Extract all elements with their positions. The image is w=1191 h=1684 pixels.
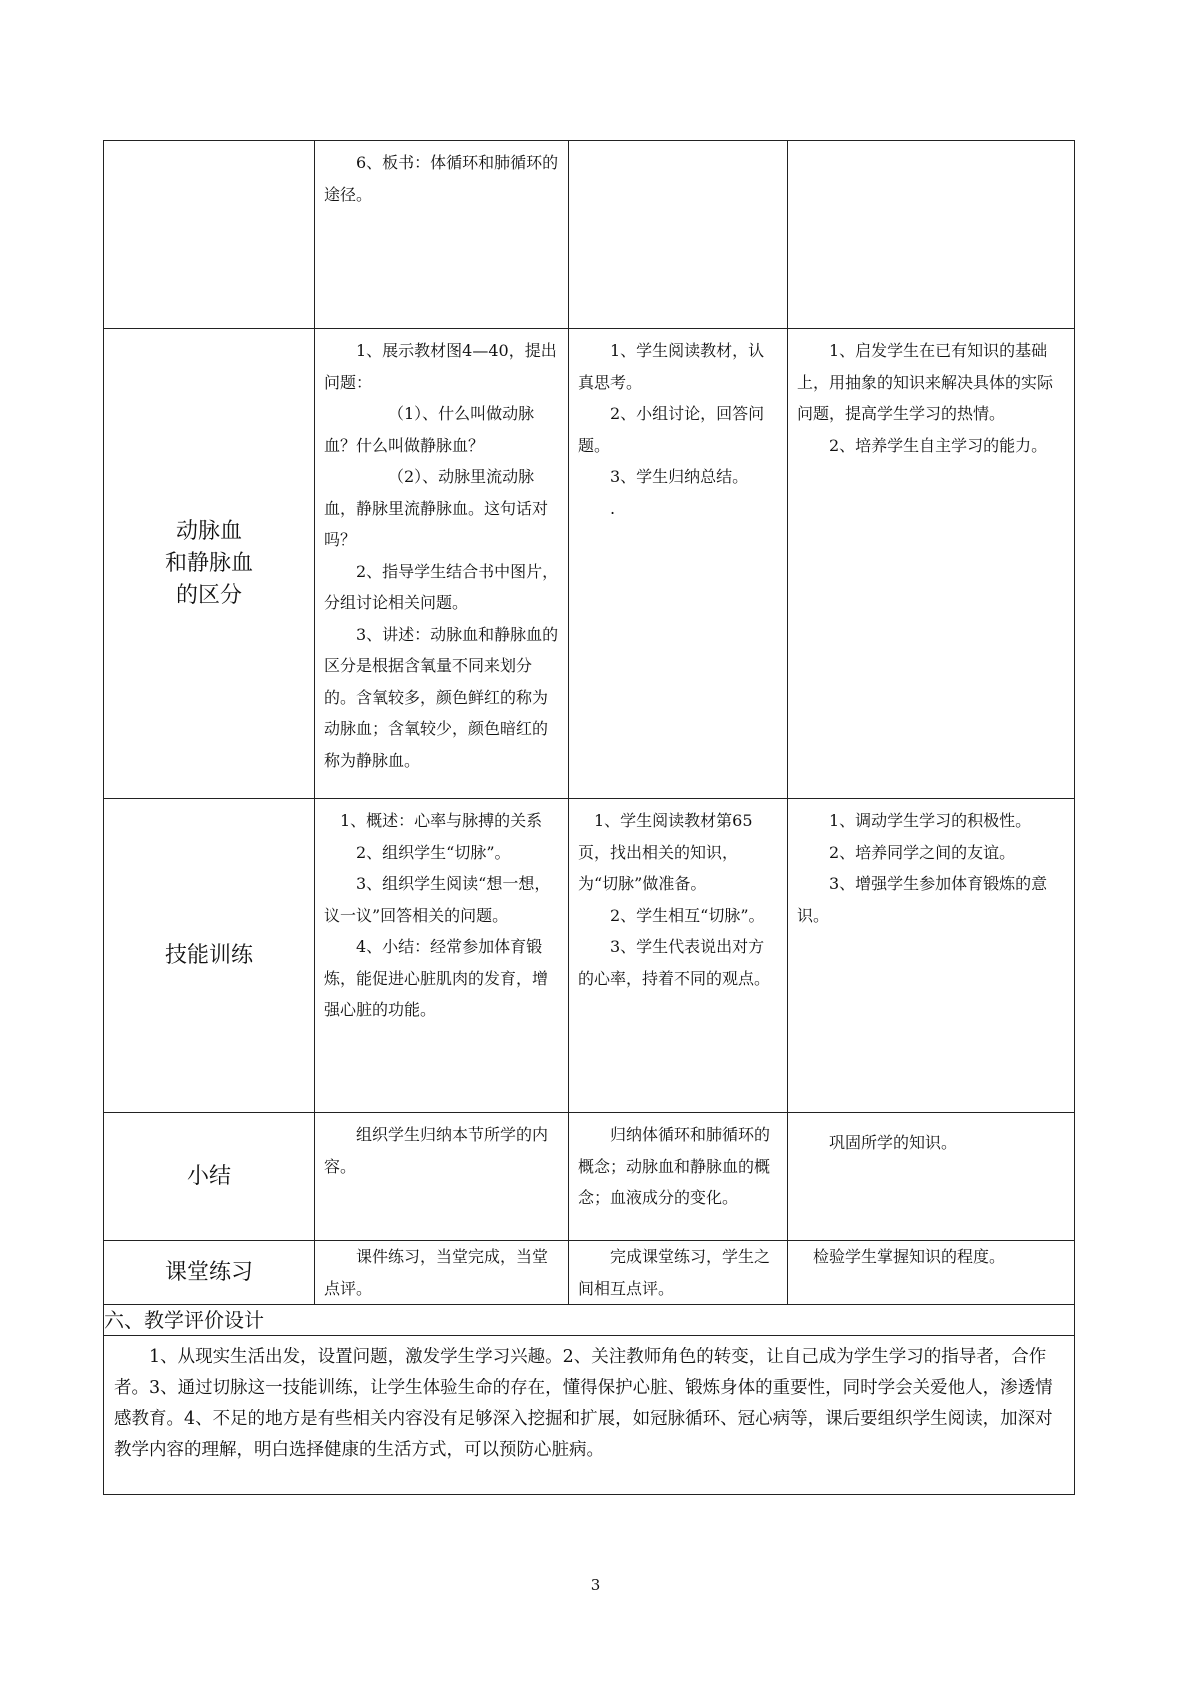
table-row — [104, 799, 1075, 1113]
student-activity-cell — [569, 1113, 788, 1241]
intent-text: 1、调动学生学习的积极性。 — [829, 811, 1032, 830]
topic-cell — [104, 141, 315, 329]
table-row — [104, 329, 1075, 799]
topic-label: 小结 — [186, 1163, 231, 1189]
student-activity-cell — [569, 329, 788, 799]
topic-label: 课堂练习 — [164, 1259, 253, 1285]
teacher-text: 组织学生归纳本节所学的内容。 — [324, 1125, 549, 1176]
student-activity-cell — [569, 141, 788, 329]
teacher-text: 2、指导学生结合书中图片，分组讨论相关问题。 — [324, 561, 559, 612]
design-intent-cell — [788, 141, 1075, 329]
topic-label: 和静脉血 — [164, 550, 253, 576]
intent-text: 2、培养同学之间的友谊。 — [829, 842, 1016, 862]
topic-label: 技能训练 — [164, 942, 253, 968]
intent-text: 检验学生掌握知识的程度。 — [813, 1247, 1006, 1266]
teacher-text: 2、组织学生“切脉”。 — [356, 842, 511, 862]
teacher-text: 1、展示教材图4—40，提出问题： — [324, 341, 557, 392]
topic-cell — [104, 1241, 315, 1305]
teacher-activity-cell — [315, 799, 569, 1113]
student-activity-cell — [569, 799, 788, 1113]
intent-text: 3、增强学生参加体育锻炼的意识。 — [797, 874, 1048, 925]
page-number: 3 — [590, 1576, 601, 1594]
design-intent-cell — [788, 1113, 1075, 1241]
teacher-text: 3、组织学生阅读“想一想，议一议”回答相关的问题。 — [324, 874, 551, 925]
topic-cell — [104, 1113, 315, 1241]
teacher-activity-cell — [315, 141, 569, 329]
teacher-text: 1、概述：心率与脉搏的关系 — [340, 811, 543, 830]
topic-label: 动脉血 — [175, 518, 242, 544]
student-text: 2、小组讨论，回答问题。 — [578, 404, 765, 455]
teacher-activity-cell — [315, 1241, 569, 1305]
teacher-text: （2）、动脉里流动脉血，静脉里流静脉血。这句话对吗？ — [324, 467, 549, 549]
teacher-activity-cell — [315, 329, 569, 799]
teacher-activity-cell — [315, 1113, 569, 1241]
evaluation-text: 1、从现实生活出发，设置问题，激发学生学习兴趣。2、关注教师角色的转变，让自己成为学生学习的指导者，合作者。3、通过切脉这一技能训练，让学生体验生命的存在，懂得保护心脏、锻炼身体的重要性，同时学会关爱他人，渗透情感教育。4、不足的地方是有些相关内容没有足够深入挖掘和扩展，如冠脉循环、冠心病等，课后要组织学生阅读，加深对教学内容的理解，明白选择健康的生活方式，可以预防心脏病。 — [114, 1347, 1053, 1460]
design-intent-cell — [788, 1241, 1075, 1305]
student-activity-cell — [569, 1241, 788, 1305]
intent-text: 1、启发学生在已有知识的基础上，用抽象的知识来解决具体的实际问题，提高学生学习的热情。 — [797, 341, 1054, 423]
intent-text: 2、培养学生自主学习的能力。 — [829, 435, 1048, 455]
student-text: 2、学生相互“切脉”。 — [610, 905, 765, 925]
teacher-text: 6、板书：体循环和肺循环的途径。 — [324, 153, 559, 204]
table-row — [104, 1305, 1075, 1336]
teacher-text: （1）、什么叫做动脉血？什么叫做静脉血？ — [324, 404, 535, 455]
section-title: 六、教学评价设计 — [104, 1305, 1075, 1336]
topic-cell — [104, 799, 315, 1113]
table-row — [104, 1113, 1075, 1241]
lesson-plan-page — [103, 140, 1074, 1495]
lesson-plan-table — [103, 140, 1075, 1495]
student-text: 1、学生阅读教材第65页，找出相关的知识，为“切脉”做准备。 — [578, 811, 753, 893]
student-text: 1、学生阅读教材，认真思考。 — [578, 341, 765, 392]
teacher-text: 4、小结：经常参加体育锻炼，能促进心脏肌肉的发育，增强心脏的功能。 — [324, 937, 549, 1019]
design-intent-cell — [788, 329, 1075, 799]
table-row — [104, 141, 1075, 329]
intent-text: 巩固所学的知识。 — [829, 1133, 958, 1152]
student-text: . — [610, 498, 616, 518]
topic-label: 的区分 — [175, 582, 242, 608]
student-text: 完成课堂练习，学生之间相互点评。 — [578, 1247, 771, 1298]
student-text: 3、学生代表说出对方的心率，持着不同的观点。 — [578, 937, 771, 988]
design-intent-cell — [788, 799, 1075, 1113]
teacher-text: 3、讲述：动脉血和静脉血的区分是根据含氧量不同来划分的。含氧较多，颜色鲜红的称为动脉血；含氧较少，颜色暗红的称为静脉血。 — [324, 624, 559, 770]
student-text: 3、学生归纳总结。 — [610, 467, 749, 486]
evaluation-cell — [104, 1336, 1075, 1495]
student-text: 归纳体循环和肺循环的概念；动脉血和静脉血的概念；血液成分的变化。 — [578, 1125, 771, 1207]
teacher-text: 课件练习，当堂完成，当堂点评。 — [324, 1247, 549, 1298]
topic-cell — [104, 329, 315, 799]
table-row — [104, 1336, 1075, 1495]
table-row — [104, 1241, 1075, 1305]
